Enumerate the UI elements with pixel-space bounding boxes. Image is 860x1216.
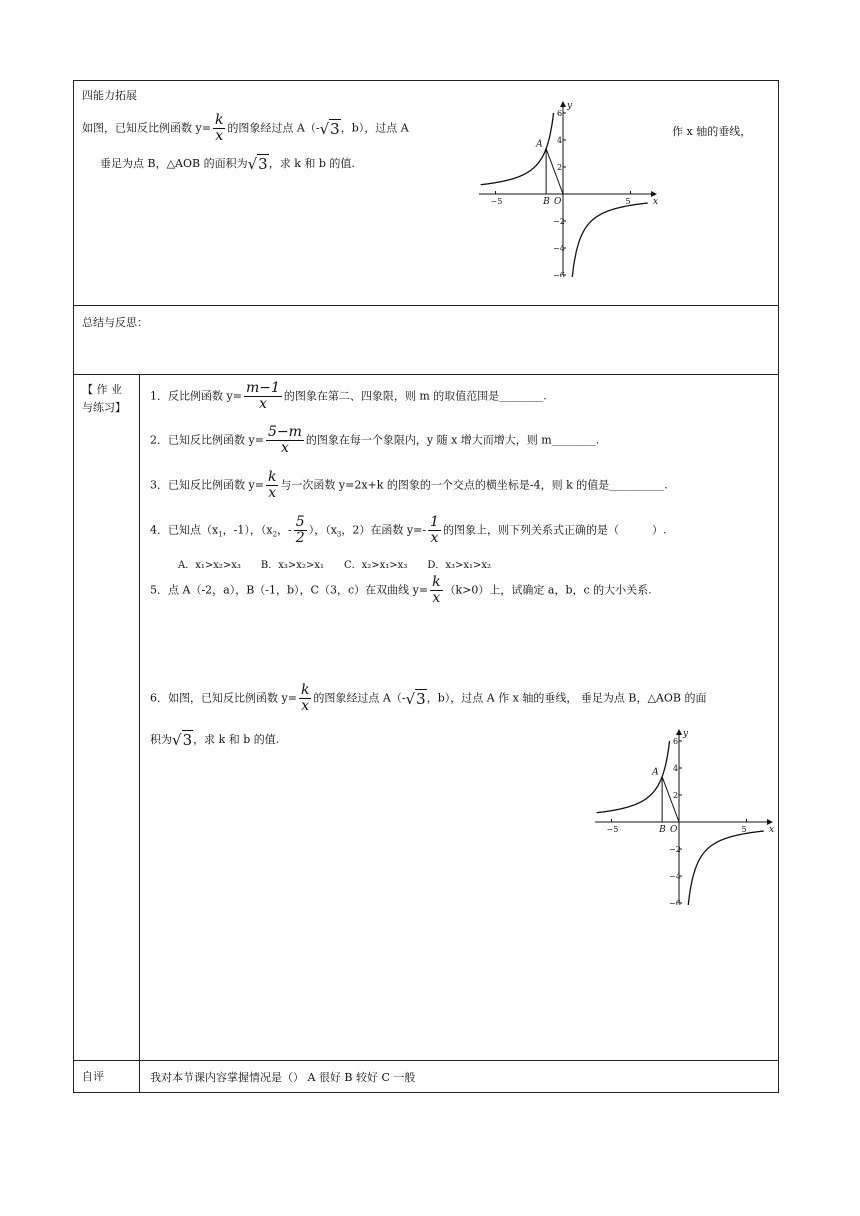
question-1: 1．反比例函数 y= $\frac{m-1}{x}$ 的图象在第二、四象限，则 m 的取值范围是________.	[150, 380, 547, 412]
self-eval-label: 自评	[74, 1061, 140, 1093]
problem-text-line1: 如图，已知反比例函数 y= $\frac{k}{x}$ 的图象经过点 A（-√3，b），过点 A	[82, 112, 409, 144]
y-tick-label: 6	[557, 109, 563, 118]
self-eval-text: 我对本节课内容掌握情况是（） A 很好 B 较好 C 一般	[150, 1071, 416, 1084]
fraction-m-minus-1-over-x: $\frac{m-1}{x}$	[245, 380, 280, 412]
question-5: 5．点 A（-2，a），B（-1，b），C（3，c）在双曲线 y= $\frac{k}{x}$ （k>0）上，试确定 a，b，c 的大小关系.	[150, 574, 652, 606]
homework-content	[140, 375, 779, 1061]
origin-label: O	[554, 197, 562, 207]
question-4-options: A．x₁>x₂>x₃ B．x₃>x₂>x₁ C．x₂>x₁>x₃ D．x₃>x₁>x₂	[178, 560, 492, 571]
y-tick-label: −2	[669, 845, 681, 854]
y-tick-label: −2	[553, 217, 565, 226]
section-summary	[74, 306, 779, 375]
hyperbola-branch-right	[688, 831, 764, 905]
section-title: 四能力拓展	[82, 89, 137, 102]
question-3: 3．已知反比例函数 y= $\frac{k}{x}$ 与一次函数 y=2x+k 的图象的一个交点的横坐标是-4，则 k 的值是__________.	[150, 469, 668, 501]
question-6-line1: 6．如图，已知反比例函数 y= $\frac{k}{x}$ 的图象经过点 A（-√3，b），过点 A 作 x 轴的垂线， 垂足为点 B，△AOB 的面	[150, 682, 707, 714]
hyperbola-branch-right	[572, 203, 648, 277]
y-tick-label: −6	[553, 271, 565, 277]
homework-label-line1: 【 作 业	[82, 383, 122, 396]
homework-label-cell	[74, 375, 140, 1061]
x-tick-label: 5	[741, 825, 747, 834]
self-eval-content	[140, 1061, 779, 1093]
y-tick-label: −4	[553, 244, 565, 253]
worksheet	[73, 80, 778, 1093]
fraction-k-over-x: $\frac{k}{x}$	[300, 682, 310, 714]
hyperbola-graph-2	[595, 727, 775, 905]
worksheet-table	[73, 80, 779, 1093]
point-b-label: B	[659, 825, 666, 835]
homework-label-line2: 与练习】	[82, 401, 126, 414]
fraction-k-over-x: $\frac{k}{x}$	[432, 574, 441, 606]
sqrt-3: √3	[405, 689, 426, 708]
point-b-label: B	[543, 197, 550, 207]
point-a-label: A	[536, 139, 543, 150]
x-tick-label: −5	[606, 825, 619, 834]
sqrt-3: √3	[319, 119, 340, 138]
y-tick-label: 6	[673, 737, 679, 746]
y-tick-label: −6	[669, 899, 681, 905]
y-tick-label: −4	[669, 872, 681, 881]
hyperbola-graph-1	[479, 99, 659, 277]
fraction-1-over-x: $\frac{1}{x}$	[430, 514, 439, 546]
x-tick-label: −5	[490, 197, 503, 206]
fraction-k-over-x: $\frac{k}{x}$	[267, 469, 277, 501]
y-axis-arrow	[676, 729, 682, 735]
summary-label: 总结与反思：	[82, 316, 148, 329]
point-a-label: A	[652, 767, 659, 778]
x-tick-label: 5	[625, 197, 631, 206]
y-axis-arrow	[560, 101, 566, 107]
x-axis-label: x	[653, 197, 659, 207]
y-tick-label: 2	[557, 163, 563, 172]
y-tick-label: 4	[673, 764, 679, 773]
fraction-5-minus-m-over-x: $\frac{5-m}{x}$	[267, 424, 302, 456]
sqrt-3: √3	[172, 731, 193, 749]
origin-label: O	[670, 825, 678, 835]
sqrt-3: √3	[247, 155, 268, 173]
question-4: 4．已知点（$x_1$，-1），（$x_2$，- $\frac{5}{2}$ ），（$x_3$，2）在函数 y=- $\frac{1}{x}$ 的图象上，则下列关系式正确的是（ ）.	[150, 514, 667, 546]
x-axis-label: x	[769, 825, 775, 835]
fraction-5-over-2: $\frac{5}{2}$	[295, 514, 305, 546]
y-axis-label: y	[683, 729, 689, 739]
problem-text-line2: 垂足为点 B，△AOB 的面积为√3，求 k 和 b 的值.	[100, 155, 355, 173]
y-tick-label: 2	[673, 791, 679, 800]
problem-text-line1-end: 作 x 轴的垂线，	[672, 125, 752, 138]
section-ability-extension	[74, 81, 779, 306]
question-6-line2: 积为√3，求 k 和 b 的值.	[150, 731, 280, 749]
y-axis-label: y	[567, 101, 573, 111]
fraction-k-over-x: $\frac{k}{x}$	[214, 112, 224, 144]
question-2: 2．已知反比例函数 y= $\frac{5-m}{x}$ 的图象在每一个象限内，y 随 x 增大而增大，则 m________.	[150, 424, 600, 456]
y-tick-label: 4	[557, 136, 563, 145]
